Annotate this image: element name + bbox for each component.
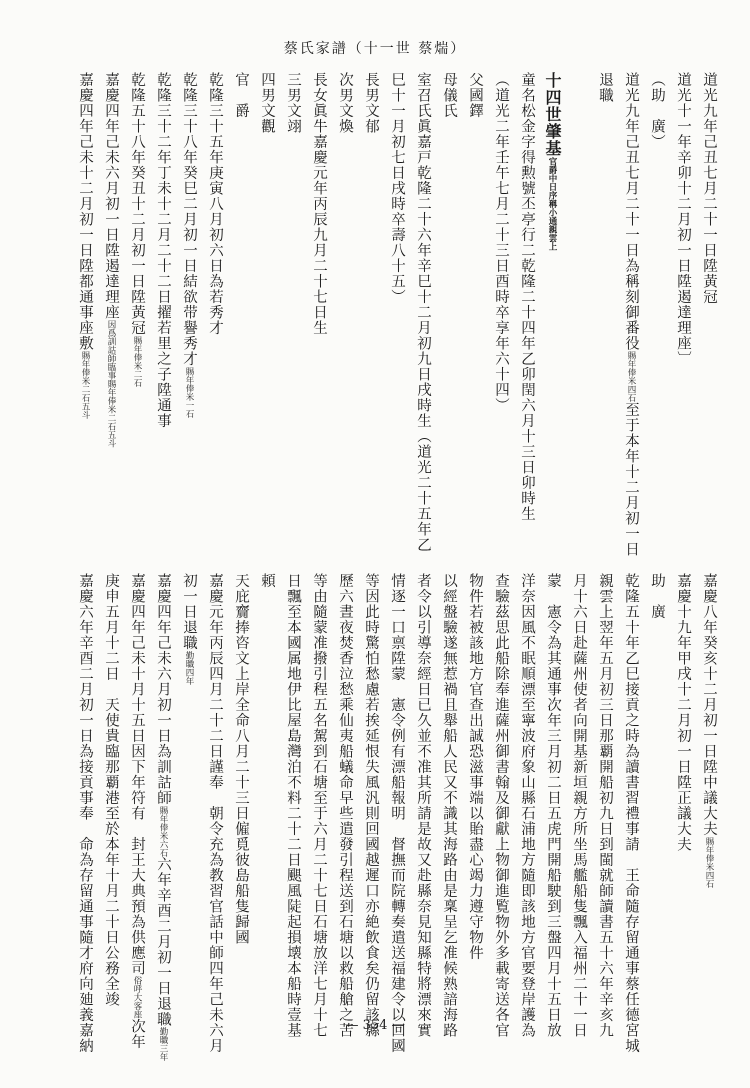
text-column — [388, 573, 405, 1054]
column-text: 父國鐸 — [467, 72, 483, 119]
text-column — [76, 72, 93, 419]
column-text: 初一日退職 — [181, 573, 197, 651]
column-text: 等由隨蒙准撥引程五名駕到石塘至于六月二十七日石塘放洋七月十七 — [311, 573, 327, 1038]
column-text: 嘉慶四年己未十二月初一日陞都通事座敷 — [77, 72, 93, 351]
text-column — [388, 72, 405, 305]
text-column — [544, 573, 561, 1038]
text-column — [258, 72, 275, 134]
text-column — [622, 573, 639, 1054]
column-text: 親雲上翌年五月初三日那覇開船初九日到閩就師讀書五十六年辛亥九 — [597, 573, 613, 1038]
annotation-note: 勤職四年 — [184, 650, 194, 685]
text-column — [674, 72, 691, 367]
text-column — [258, 573, 275, 589]
text-column — [414, 72, 431, 553]
text-column — [154, 72, 171, 429]
column-text: 助 廣 — [649, 573, 665, 620]
column-text: 嘉慶四年己未十月十五日因下年符有 封王大典預為供應司 — [129, 573, 145, 976]
column-text: 嘉慶十九年甲戌十二月初一日陞正議大夫 — [675, 573, 691, 852]
column-text: 嘉慶四年己未六月初一日為訓詁師 — [155, 573, 171, 806]
page-header: 蔡氏家譜（十一世 蔡煓） — [283, 41, 467, 57]
column-text: 嘉慶六年辛酉二月初一日為接貢事奉 命為存留通事隨才府向廸義嘉納 — [77, 573, 93, 1054]
column-text: 乾隆三十五年庚寅八月初六日為若秀才 — [207, 72, 223, 336]
column-text: 道光十一年辛卯十二月初一日陞遏達理座〕 — [675, 72, 691, 367]
column-text: 三男文翊 — [285, 72, 301, 134]
text-column — [622, 72, 639, 557]
text-column — [102, 573, 119, 1007]
column-text: 庚申五月十二日 天使貴臨那覇港至於本年十月二十日公務全竣 — [103, 573, 119, 1007]
text-column — [518, 72, 535, 522]
column-text: 童名松金字得勲號丕亭行二乾隆二十四年乙卯閏六月十三日卯時生 — [519, 72, 535, 522]
text-column — [596, 72, 613, 103]
text-column — [284, 72, 301, 134]
text-column — [232, 72, 249, 119]
annotation-note: 賜年俸米六石 — [158, 805, 168, 857]
column-text: 頼 — [259, 573, 275, 589]
text-column — [466, 573, 483, 961]
column-text: 巳十一月初七日戌時卒壽八十五） — [389, 72, 405, 305]
column-text: 十四世肇基 — [543, 72, 562, 157]
column-text: 次男文煥 — [337, 72, 353, 134]
annotation-note: 賜年俸米二石五斗 — [80, 351, 90, 419]
column-text: 乾隆五十八年癸丑十二月初一日陞黃冠 — [129, 72, 145, 336]
column-text: 室召氏眞嘉戸乾隆二十六年辛巳十二月初九日戌時生（道光二十五年乙 — [415, 72, 431, 553]
column-text: 嘉慶四年己未六月初一日陞遏達理座 — [103, 72, 119, 320]
page-number: — 354 — — [345, 1018, 405, 1033]
text-column — [336, 573, 353, 1038]
column-text: 官 爵 — [233, 72, 249, 119]
text-column — [518, 573, 535, 1038]
column-text: 歷六晝夜焚香泣愁乘仙夷船蟻命早些遣發引程送到石塘以救船艙之苦 — [337, 573, 353, 1038]
text-column — [180, 573, 197, 685]
column-text: 乾隆三十八年癸巳二月初一日結欲带譽秀才 — [181, 72, 197, 367]
text-column — [362, 573, 379, 1038]
column-text: 長女眞牛嘉慶元年丙辰九月二十七日生 — [311, 72, 327, 336]
annotation-note: 勤職三年 — [158, 1027, 168, 1061]
text-column — [128, 573, 145, 1050]
column-text: 次年 — [129, 1018, 145, 1050]
column-text: 情逐一口禀陞蒙 憲令例有漂船報明 督撫而院轉奏遣送福建令以回國 — [389, 573, 405, 1054]
text-column — [336, 72, 353, 134]
text-column — [284, 573, 301, 1038]
text-column — [154, 573, 171, 1061]
text-column — [310, 573, 327, 1038]
text-column — [76, 573, 93, 1054]
column-text: 乾隆三十二年丁未十二月二十二日擢若里之子陞通事 — [155, 72, 171, 429]
text-column — [310, 72, 327, 336]
annotation-note: 賜年俸米二石 — [132, 335, 142, 387]
column-text: 六年辛酉二月初一日退職 — [155, 856, 171, 1027]
column-text: 日飄至本國属地伊比屋島灣泊不料二十二日颶風陡起損壊本船時壹基 — [285, 573, 301, 1038]
column-text: 等因此時驚怕愁慮若挨延恨失風汎則回國越遲口亦絶飲食矣仍留該縣 — [363, 573, 379, 1038]
column-text: 蒙 憲令為其通事次年三月初二日五虎門開船駛到三盤四月十五日放 — [545, 573, 561, 1038]
annotation-note: 賜年俸米一石 — [184, 366, 194, 418]
text-column — [544, 72, 561, 251]
column-text: 物件若被該地方官查出誠恐滋事端以貽盡心竭力遵守物件 — [467, 573, 483, 961]
text-column — [570, 573, 587, 1038]
column-text: 以經盤驗遂無惹禍且舉船人民又不識其海路由是稟呈乞准候熟諳海路 — [441, 573, 457, 1038]
text-column — [206, 573, 223, 1054]
text-column — [648, 573, 665, 620]
text-column — [700, 573, 717, 888]
column-text: 嘉慶元年丙辰四月二十二日謹奉 朝令充為教習官話中師四年己未六月 — [207, 573, 223, 1054]
annotation-note: 俗呼大客座 — [132, 976, 142, 1019]
column-text: 洋奈因風不眠順漂至寧波府象山縣石浦地方隨即該地方官要登岸護為 — [519, 573, 535, 1038]
text-column — [232, 573, 249, 945]
annotation-note: 賜年俸米四石 — [704, 836, 714, 888]
text-column — [128, 72, 145, 387]
column-text: 四男文觀 — [259, 72, 275, 134]
text-column — [674, 573, 691, 852]
text-column — [102, 72, 119, 448]
annotation-note: 賜年俸米四石 — [626, 351, 636, 402]
annotation-note: 因爲訓詁師臨事賜年俸米二石五斗 — [106, 320, 116, 448]
text-column — [492, 573, 509, 1038]
column-text: 至于本年十二月初一日 — [623, 402, 639, 557]
column-text: 退職 — [597, 72, 613, 103]
text-column — [362, 72, 379, 134]
text-column — [700, 72, 717, 305]
column-text: 長男文郁 — [363, 72, 379, 134]
column-text: 嘉慶八年癸亥十二月初一日陞中議大夫 — [701, 573, 717, 837]
text-column — [492, 72, 509, 413]
column-text: 者令以引導奈經日已久並不准其所請是故又赴縣奈見知縣特將漂來實 — [415, 573, 431, 1038]
text-column — [414, 573, 431, 1038]
column-text: 月十六日赴薩州使者向開基新垣親方所坐馬艦船隻飄入福州二十一日 — [571, 573, 587, 1038]
column-text: 天庇齎捧咨文上岸全命八月二十三日僱覓彼島船隻歸國 — [233, 573, 249, 945]
annotation-note: 官爵中日序稱小通親雲上 — [547, 157, 557, 251]
text-column — [466, 72, 483, 119]
column-text: 道光九年己丑七月二十一日陞黃冠 — [701, 72, 717, 305]
text-column — [440, 72, 457, 119]
column-text: 乾隆五十年乙巳接貢之時為讀書習禮事請 王命隨存留通事蔡任德宮城 — [623, 573, 639, 1054]
text-column — [206, 72, 223, 336]
text-column — [648, 72, 665, 150]
text-column — [180, 72, 197, 418]
text-column — [440, 573, 457, 1038]
column-text: 道光九年己丑七月二十一日為稱刻御番役 — [623, 72, 639, 351]
column-text: （助 廣） — [649, 72, 665, 150]
column-text: （道光二年壬午七月二十三日酉時卒享年六十四） — [493, 72, 509, 413]
text-column — [596, 573, 613, 1038]
column-text: 查驗茲思此船除奉進薩州御書翰及御獻上物御進覧物外多載寄送各官 — [493, 573, 509, 1038]
column-text: 母儀氏 — [441, 72, 457, 119]
